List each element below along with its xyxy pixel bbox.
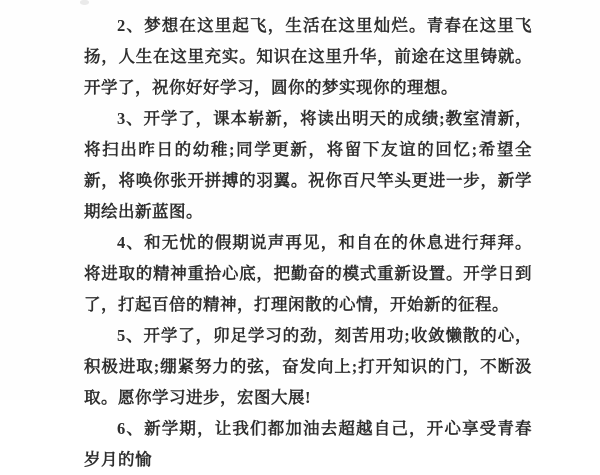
paragraph-text: 新学期，让我们都加油去超越自己，开心享受青春岁月的愉	[84, 419, 533, 469]
paragraph	[84, 103, 532, 227]
paragraph-text: 开学了，卯足学习的劲，刻苦用功;收敛懒散的心，积极进取;绷紧努力的弦，奋发向上;打开知识的门，不断汲取。愿你学习进步，宏图大展!	[84, 326, 533, 407]
paragraph-text: 梦想在这里起飞，生活在这里灿烂。青春在这里飞扬，人生在这里充实。知识在这里升华，前途在这里铸就。开学了，祝你好好学习，圆你的梦实现你的理想。	[84, 16, 533, 97]
paragraph-number: 2、	[117, 16, 145, 35]
paragraph-number: 5、	[117, 326, 144, 345]
paragraph-number: 6、	[117, 419, 145, 438]
paragraph	[84, 227, 532, 320]
paragraph-number: 3、	[117, 109, 144, 128]
paragraph	[84, 413, 532, 475]
paragraph-text: 开学了，课本崭新，将读出明天的成绩;教室清新，将扫出昨日的幼稚;同学更新，将留下友谊的回忆;希望全新，将唤你张开拼搏的羽翼。祝你百尺竿头更进一步，新学期绘出新蓝图。	[84, 109, 533, 221]
paragraph-number: 4、	[117, 233, 145, 252]
paragraph	[84, 320, 532, 413]
paragraph	[84, 10, 532, 103]
paragraph-text: 和无忧的假期说声再见，和自在的休息进行拜拜。将进取的精神重拾心底，把勤奋的模式重新设置。开学日到了，打起百倍的精神，打理闲散的心情，开始新的征程。	[84, 233, 533, 314]
document-body	[84, 0, 532, 475]
